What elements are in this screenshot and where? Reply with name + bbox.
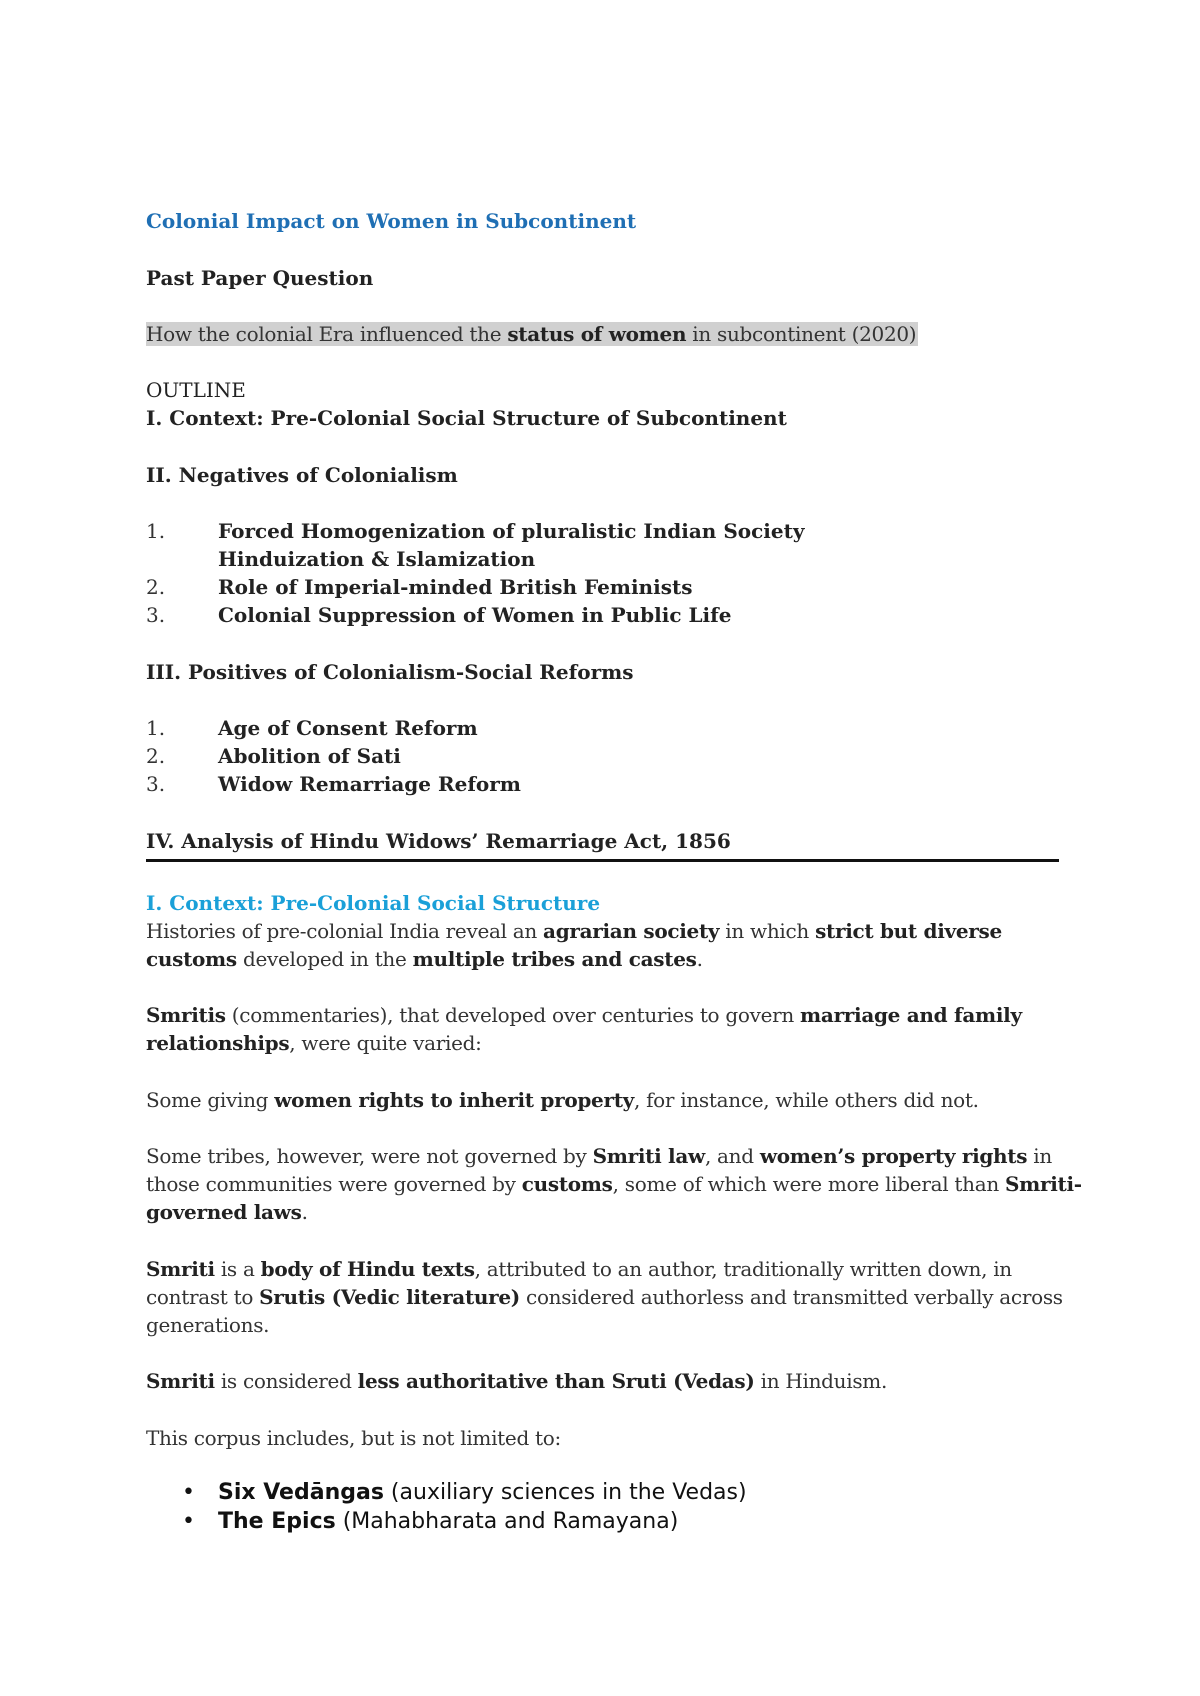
section-heading: I. Context: Pre-Colonial Social Structure [146,891,601,915]
paragraph-line: Smriti is considered less authoritative than Sruti (Vedas) in Hinduism. [146,1369,888,1393]
section-divider [146,859,1059,862]
paragraph-line: relationships, were quite varied: [146,1031,482,1055]
paragraph-line: Histories of pre-colonial India reveal an agrarian society in which strict but diverse [146,919,1002,943]
outline-section-1: I. Context: Pre-Colonial Social Structure of Subcontinent [146,406,787,430]
paragraph-line: customs developed in the multiple tribes and castes. [146,947,703,971]
paragraph-line: This corpus includes, but is not limited to: [146,1426,561,1450]
paragraph-line: Some giving women rights to inherit property, for instance, while others did not. [146,1088,979,1112]
list-item: • The Epics (Mahabharata and Ramayana) [146,1508,678,1536]
document-title: Colonial Impact on Women in Subcontinent [146,209,637,233]
paragraph-line: governed laws. [146,1200,308,1224]
bullet-icon: • [182,1509,195,1534]
past-paper-label: Past Paper Question [146,266,374,290]
paragraph-line: Smritis (commentaries), that developed over centuries to govern marriage and family [146,1003,1022,1027]
paragraph-line: contrast to Srutis (Vedic literature) considered authorless and transmitted verbally across [146,1285,1063,1309]
bullet-icon: • [182,1480,195,1505]
paragraph-line: Smriti is a body of Hindu texts, attributed to an author, traditionally written down, in [146,1257,1012,1281]
list-item: • Six Vedāngas (auxiliary sciences in the Vedas) [146,1479,747,1507]
paragraph-line: Some tribes, however, were not governed by Smriti law, and women’s property rights in [146,1144,1052,1168]
outline-section-4: IV. Analysis of Hindu Widows’ Remarriage Act, 1856 [146,829,731,853]
outline-heading: OUTLINE [146,378,246,402]
outline-item: 1. Age of Consent Reform [146,716,478,740]
outline-item: 2. Role of Imperial-minded British Feminists [146,575,693,599]
outline-item: 3. Colonial Suppression of Women in Public Life [146,603,732,627]
outline-item: 3. Widow Remarriage Reform [146,772,521,796]
outline-item: 2. Abolition of Sati [146,744,401,768]
paragraph-line: generations. [146,1313,270,1337]
outline-section-2: II. Negatives of Colonialism [146,463,458,487]
outline-section-3: III. Positives of Colonialism-Social Reforms [146,660,634,684]
question-highlight: How the colonial Era influenced the status of women in subcontinent (2020) [146,322,917,346]
outline-sub-item: Hinduization & Islamization [218,547,536,571]
paragraph-line: those communities were governed by customs, some of which were more liberal than Smriti- [146,1172,1082,1196]
exam-question [146,320,918,348]
outline-item: 1. Forced Homogenization of pluralistic Indian Society [146,519,805,543]
